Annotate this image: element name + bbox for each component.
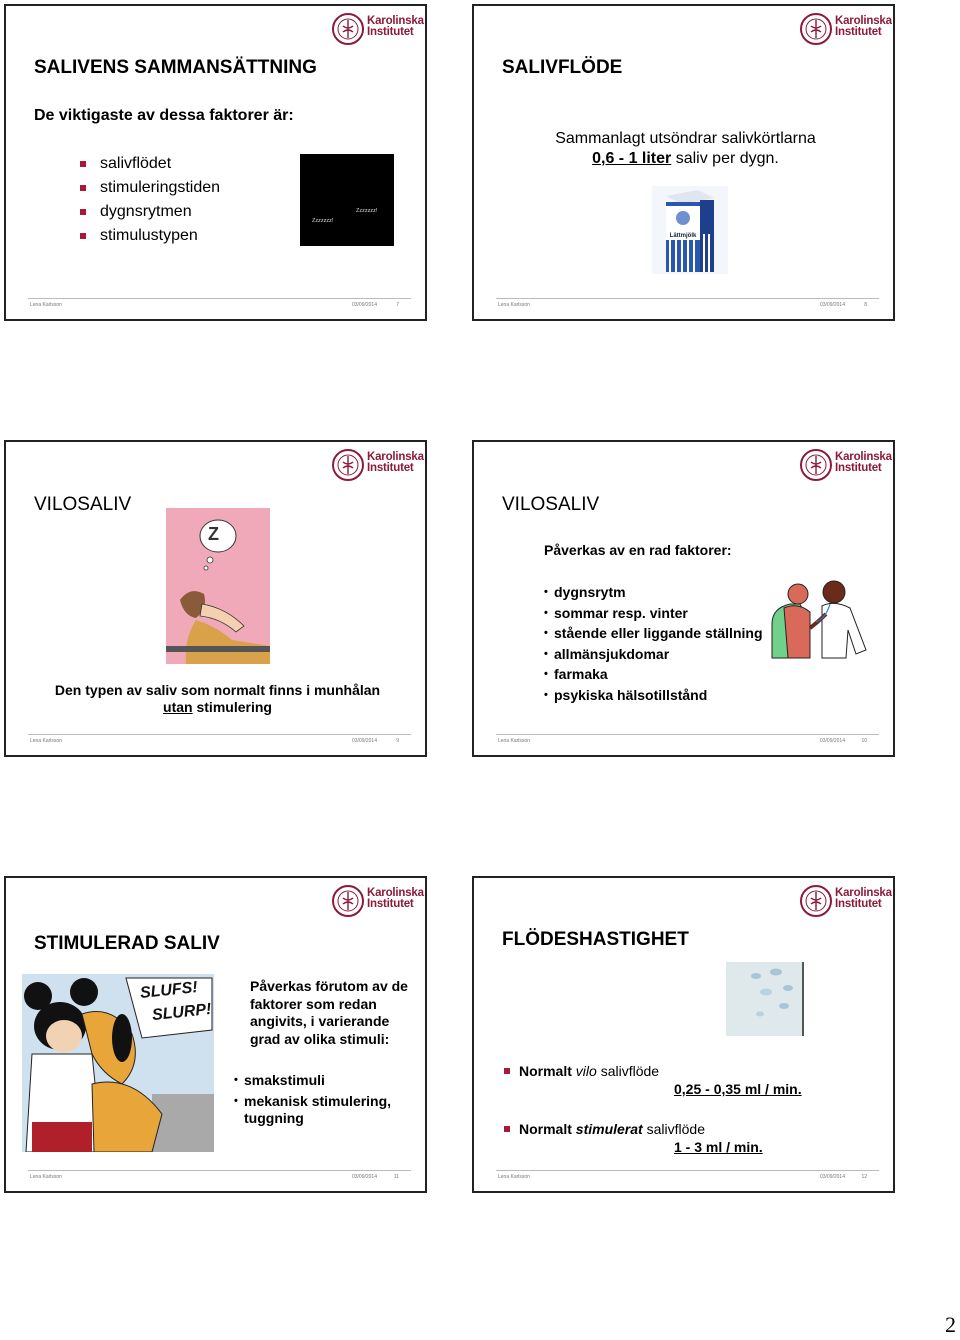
bullet-square-icon [504, 1068, 510, 1074]
karolinska-logo [331, 448, 424, 484]
slide-11 [4, 876, 427, 1193]
ki-seal-icon [799, 884, 833, 918]
comic-sound-1: SLUFS! [139, 979, 199, 1002]
caption-rest: stimulering [192, 699, 272, 715]
list-item: salivflödet [76, 152, 220, 176]
flow-rate-1-label [502, 1062, 882, 1080]
footer-page: 9 [396, 738, 399, 744]
list-item: dygnsrytmen [76, 200, 220, 224]
logo-line1: Karolinska [835, 887, 892, 899]
zzz-text: Zzzzzzz! [312, 218, 334, 224]
slide-subtitle: Påverkas av en rad faktorer: [544, 542, 732, 558]
footer-date: 03/09/2014 [819, 1174, 845, 1180]
flow-text [474, 129, 897, 169]
list-item: • sommar resp. vinter [544, 603, 763, 624]
slide-8 [472, 4, 895, 321]
milk-carton-image [652, 186, 728, 274]
flow-rate-1 [502, 1062, 882, 1097]
mickey-pluto-icon [22, 974, 214, 1152]
list-item: • psykiska hälsotillstånd [544, 685, 763, 706]
list-item: • mekanisk stimulering, tuggning [234, 1093, 414, 1127]
footer-author: Lena Karlsson [498, 1174, 530, 1180]
carton-label: Lättmjölk [669, 233, 697, 239]
carton-icon [652, 186, 728, 274]
slide-10 [472, 440, 895, 757]
footer-date: 03/09/2014 [351, 1174, 377, 1180]
footer-page: 8 [864, 302, 867, 308]
slide-footer [28, 298, 411, 313]
zzz-text: Zzzzzzz! [356, 208, 378, 214]
slide-footer [28, 734, 411, 749]
footer-author: Lena Karlsson [498, 738, 530, 744]
footer-date: 03/09/2014 [819, 302, 845, 308]
ki-seal-icon [331, 12, 365, 46]
logo-line2: Institutet [835, 26, 882, 38]
slide-caption [6, 682, 429, 716]
factor-list [76, 152, 220, 248]
moon-icon [330, 162, 352, 186]
slide-footer [496, 298, 879, 313]
sleeping-cartoon-image [166, 508, 270, 664]
item-pre: Normalt [519, 1063, 576, 1079]
footer-page: 12 [861, 1174, 867, 1180]
sheet-page-number: 2 [945, 1312, 956, 1337]
slide-title: SALIVENS SAMMANSÄTTNING [34, 57, 317, 78]
footer-date: 03/09/2014 [819, 738, 845, 744]
droplets-icon [726, 962, 802, 1036]
night-image [300, 154, 394, 246]
ki-seal-icon [331, 448, 365, 482]
comic-sound-2: SLURP! [151, 1000, 213, 1025]
footer-author: Lena Karlsson [498, 302, 530, 308]
flow-rate-2-value: 1 - 3 ml / min. [674, 1139, 763, 1155]
logo-line1: Karolinska [835, 15, 892, 27]
flow-rate-2 [502, 1120, 882, 1155]
slide-title: FLÖDESHASTIGHET [502, 929, 689, 950]
karolinska-logo [331, 12, 424, 48]
footer-page: 11 [393, 1174, 399, 1180]
list-item: stimulustypen [76, 224, 220, 248]
footer-author: Lena Karlsson [30, 738, 62, 744]
logo-line1: Karolinska [367, 15, 424, 27]
stimuli-list [234, 1072, 414, 1127]
logo-line2: Institutet [367, 898, 414, 910]
logo-line1: Karolinska [835, 451, 892, 463]
list-item: • smakstimuli [234, 1072, 414, 1089]
list-item: • stående eller liggande ställning [544, 623, 763, 644]
slide-title: STIMULERAD SALIV [34, 933, 220, 954]
slide-subtitle: De viktigaste av dessa faktorer är: [34, 107, 294, 124]
logo-line2: Institutet [367, 26, 414, 38]
flow-rate-2-label [502, 1120, 882, 1138]
logo-line1: Karolinska [367, 451, 424, 463]
slide-9 [4, 440, 427, 757]
slide-footer [496, 1170, 879, 1185]
list-item: stimuleringstiden [76, 176, 220, 200]
flow-line2 [474, 149, 897, 169]
comic-image [22, 974, 214, 1152]
item-post: salivflöde [642, 1121, 705, 1137]
cartoon-z-text: Z [208, 524, 219, 544]
flow-line2-rest: saliv per dygn. [671, 150, 779, 167]
factor-list [544, 582, 763, 705]
karolinska-logo [799, 12, 892, 48]
list-item: • farmaka [544, 664, 763, 685]
item-pre: Normalt [519, 1121, 576, 1137]
footer-page: 7 [396, 302, 399, 308]
stimuli-intro: Påverkas förutom av de faktorer som redan angivits, i varierande grad av olika stimuli: [250, 978, 408, 1047]
footer-page: 10 [861, 738, 867, 744]
caption-underlined: utan [163, 699, 193, 715]
droplets-image [726, 962, 804, 1036]
footer-author: Lena Karlsson [30, 302, 62, 308]
ki-seal-icon [331, 884, 365, 918]
slide-7 [4, 4, 427, 321]
logo-line2: Institutet [835, 898, 882, 910]
item-post: salivflöde [596, 1063, 660, 1079]
list-item: • dygnsrytm [544, 582, 763, 603]
karolinska-logo [799, 884, 892, 920]
flow-line1: Sammanlagt utsöndrar salivkörtlarna [555, 130, 816, 147]
item-em: vilo [575, 1063, 597, 1079]
karolinska-logo [799, 448, 892, 484]
doctor-patient-icon [770, 578, 872, 660]
bullet-square-icon [504, 1126, 510, 1132]
ki-seal-icon [799, 12, 833, 46]
logo-line1: Karolinska [367, 887, 424, 899]
slide-title: VILOSALIV [34, 494, 132, 515]
slide-12 [472, 876, 895, 1193]
slide-title: SALIVFLÖDE [502, 57, 623, 78]
caption-line1: Den typen av saliv som normalt finns i munhålan [54, 682, 381, 698]
ki-seal-icon [799, 448, 833, 482]
logo-line2: Institutet [835, 462, 882, 474]
caption-line2 [6, 699, 429, 716]
footer-date: 03/09/2014 [351, 302, 377, 308]
logo-line2: Institutet [367, 462, 414, 474]
flow-amount: 0,6 - 1 liter [592, 150, 672, 167]
footer-date: 03/09/2014 [351, 738, 377, 744]
flow-rate-1-value: 0,25 - 0,35 ml / min. [674, 1081, 802, 1097]
list-item: • allmänsjukdomar [544, 644, 763, 665]
slide-title: VILOSALIV [502, 494, 600, 515]
slide-footer [496, 734, 879, 749]
item-em: stimulerat [575, 1121, 643, 1137]
karolinska-logo [331, 884, 424, 920]
slide-footer [28, 1170, 411, 1185]
footer-author: Lena Karlsson [30, 1174, 62, 1180]
